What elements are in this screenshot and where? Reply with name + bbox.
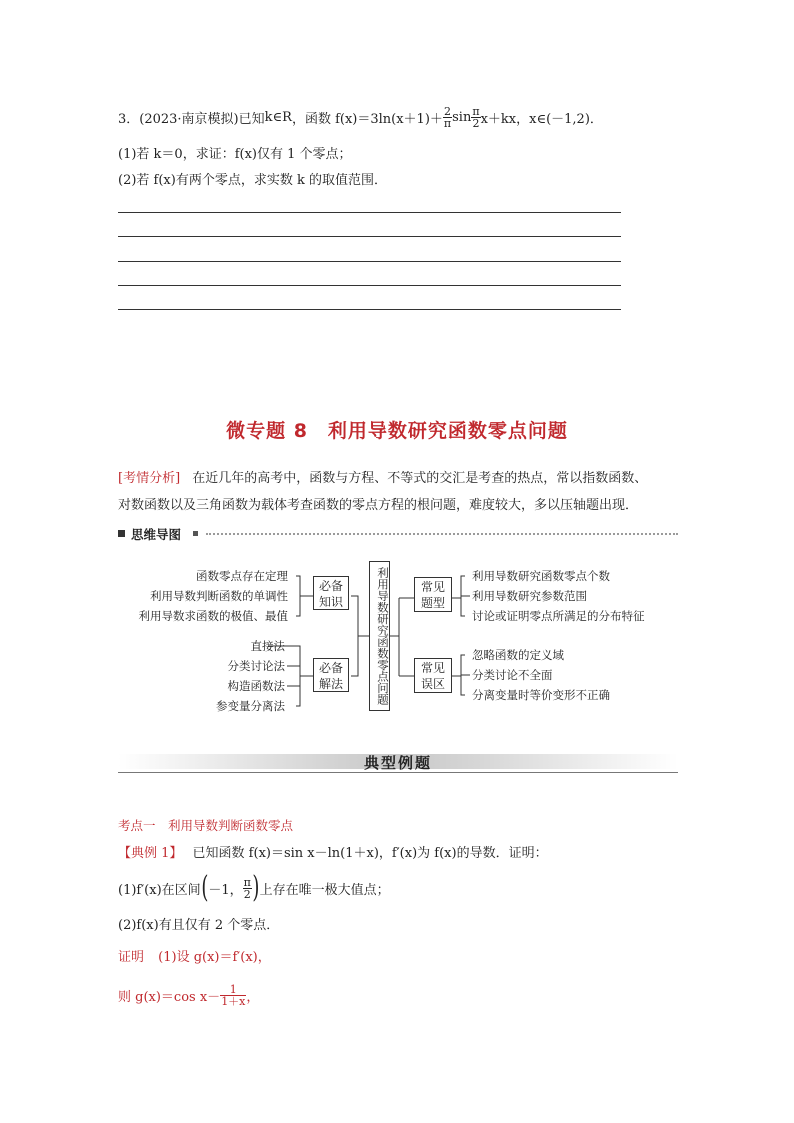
q1-post: 上存在唯一极大值点；: [259, 882, 390, 898]
analysis-text-1: 在近几年的高考中，函数与方程、不等式的交汇是考查的热点，常以指数函数、: [192, 471, 648, 486]
sin-label: sin: [452, 109, 472, 125]
center-topic-box: 利用导数研究函数零点问题: [369, 561, 390, 711]
fraction-2-over-pi: $\frac{2}{\pi}$: [443, 104, 452, 130]
type-item: 利用导数研究函数零点个数: [472, 569, 610, 583]
example-text: 已知函数 f(x)＝sin x－ln(1＋x)，f′(x)为 f(x)的导数．证明：: [192, 846, 548, 861]
proof-text-2-pre: 则 g(x)＝cos x－: [118, 989, 221, 1005]
problem-3-part2: (2)若 f(x)有两个零点，求实数 k 的取值范围．: [118, 173, 387, 188]
func-part1: ，函数 f(x)＝3ln(x＋1)＋: [291, 111, 443, 127]
type-item: 讨论或证明零点所满足的分布特征: [472, 609, 645, 623]
q1-left: －1，: [208, 882, 243, 898]
problem-3-part1: (1)若 k＝0，求证：f(x)仅有 1 个零点；: [118, 147, 352, 162]
knowledge-item: 函数零点存在定理: [196, 569, 288, 583]
example-q2: (2)f(x)有且仅有 2 个零点．: [118, 918, 280, 933]
knowledge-box: 必备知识: [313, 576, 349, 610]
k-in-r: k∈R: [264, 109, 292, 125]
mindmap-heading: 思维导图: [131, 527, 182, 542]
method-item: 分类讨论法: [227, 659, 285, 673]
fraction-1-over-1-plus-x: $\frac{1}{1+x}$: [221, 982, 246, 1008]
q1-pre: (1)f′(x)在区间: [118, 882, 201, 898]
proof-label: 证明: [118, 950, 145, 965]
problem-3-prefix: 3．(2023·南京模拟)已知: [118, 111, 265, 127]
method-item: 构造函数法: [227, 679, 285, 693]
analysis-label: [考情分析]: [118, 471, 181, 486]
errors-box: 常见误区: [414, 658, 452, 693]
example-q1: [118, 868, 390, 908]
typical-banner: [118, 751, 678, 773]
banner-title: 典型例题: [363, 754, 432, 772]
left-paren-icon: (: [201, 870, 209, 905]
kaodian-title: 考点一 利用导数判断函数零点: [118, 818, 294, 833]
analysis-line-2: 对数函数以及三角函数为载体考查函数的零点方程的根问题，难度较大，多以压轴题出现．: [118, 498, 639, 513]
proof-line-2: [118, 975, 259, 1015]
example-label: 【典例 1】: [118, 846, 183, 861]
proof-text-2-post: ，: [246, 989, 260, 1005]
error-item: 忽略函数的定义域: [472, 648, 564, 662]
fraction-pi-over-2: $\frac{\pi}{2}$: [472, 104, 480, 130]
error-item: 分离变量时等价变形不正确: [472, 688, 610, 702]
func-part2: x＋kx，x∈(－1,2)．: [480, 111, 603, 127]
method-item: 直接法: [250, 639, 285, 653]
fraction-pi-over-2-interval: $\frac{\pi}{2}$: [243, 875, 251, 901]
right-paren-icon: ): [252, 870, 260, 905]
type-item: 利用导数研究参数范围: [472, 589, 587, 603]
example-1-statement: [118, 842, 548, 861]
methods-box: 必备解法: [313, 658, 349, 692]
method-item: 参变量分离法: [216, 699, 285, 713]
knowledge-item: 利用导数判断函数的单调性: [150, 589, 288, 603]
types-box: 常见题型: [414, 577, 452, 612]
section-title: 微专题 8 利用导数研究函数零点问题: [226, 420, 568, 442]
error-item: 分类讨论不全面: [472, 668, 553, 682]
proof-line-1: [118, 946, 271, 965]
proof-text-1: (1)设 g(x)＝f′(x)，: [158, 950, 271, 965]
knowledge-item: 利用导数求函数的极值、最值: [138, 609, 288, 623]
